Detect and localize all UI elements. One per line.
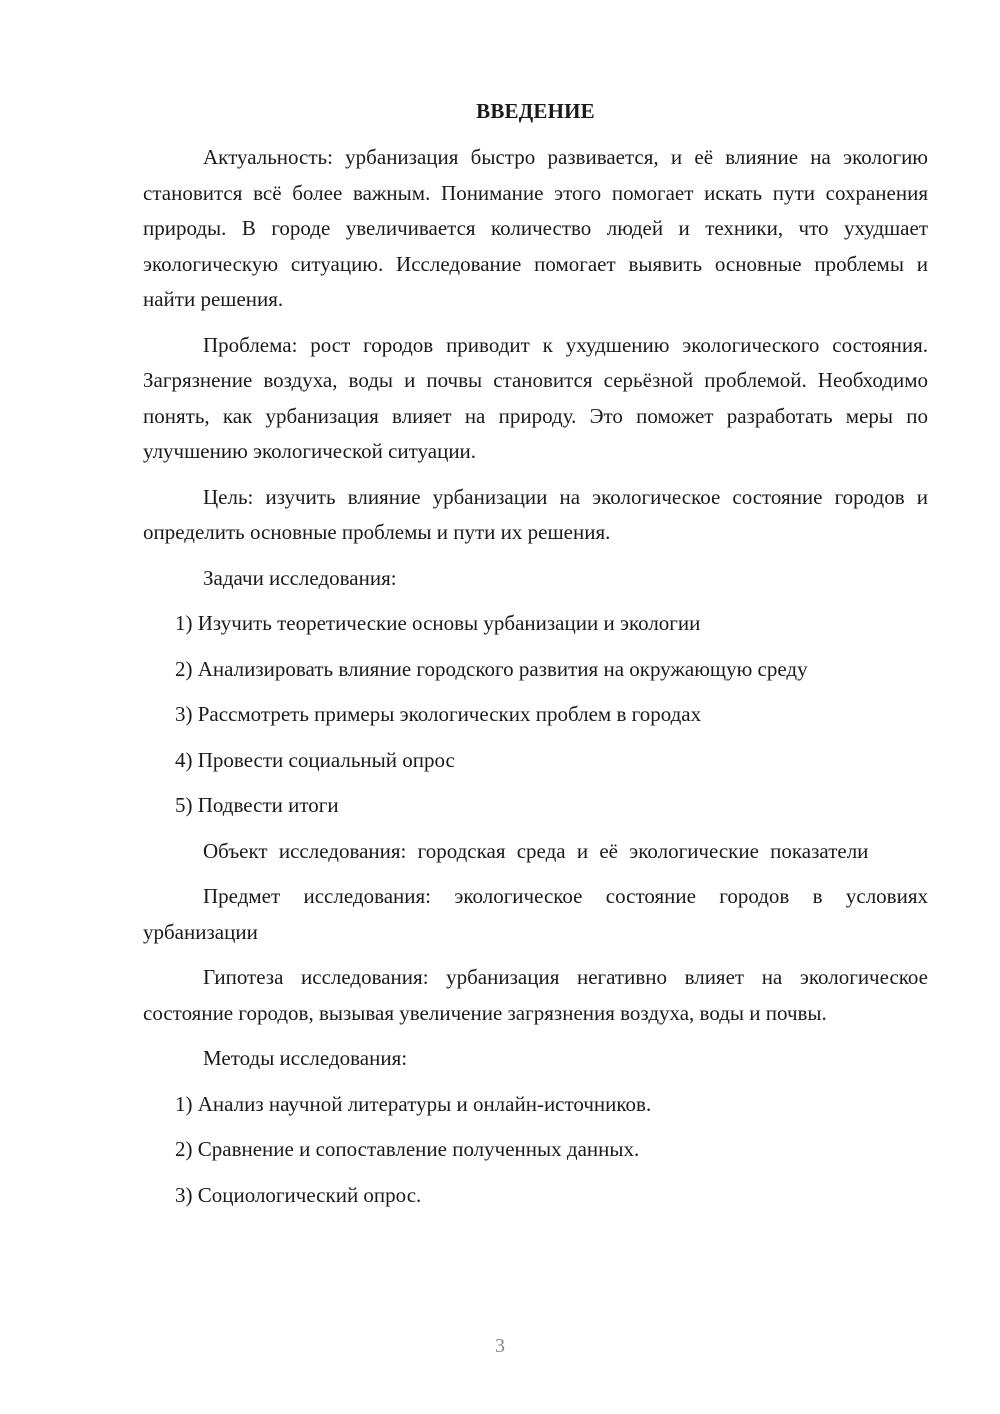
list-item: 2) Анализировать влияние городского развития на окружающую среду — [175, 656, 808, 681]
paragraph-object: Объект исследования: городская среда и её экологические показатели — [203, 838, 869, 863]
list-item: 1) Анализ научной литературы и онлайн-источников. — [175, 1091, 652, 1116]
methods-list — [143, 1087, 928, 1214]
list-item: 5) Подвести итоги — [175, 793, 339, 817]
list-item: 2) Сравнение и сопоставление полученных данных. — [175, 1137, 640, 1161]
tasks-heading: Задачи исследования: — [203, 565, 397, 590]
paragraph-problem: Проблема: рост городов приводит к ухудшению экологического состояния. Загрязнение воздуха, воды и почвы становится серьёзной проблемой. Необходимо понять, как урбанизация влияет на природу. Это поможет разработать меры по улучшению экологической ситуации. — [143, 332, 928, 463]
methods-heading: Методы исследования: — [203, 1046, 408, 1070]
paragraph-subject: Предмет исследования: экологическое состояние городов в условиях урбанизации — [143, 884, 928, 944]
paragraph-goal: Цель: изучить влияние урбанизации на экологическое состояние городов и определить основные проблемы и пути их решения. — [143, 484, 928, 544]
list-item: 3) Социологический опрос. — [175, 1182, 422, 1207]
paragraph-hypothesis: Гипотеза исследования: урбанизация негативно влияет на экологическое состояние городов, вызывая увеличение загрязнения воздуха, воды и почвы. — [143, 965, 928, 1025]
paragraph-relevance: Актуальность: урбанизация быстро развивается, и её влияние на экологию становится всё более важным. Понимание этого помогает искать пути сохранения природы. В городе увеличивается количество людей и техники, что ухудшает экологическую ситуацию. Исследование помогает выявить основные проблемы и найти решения. — [143, 145, 928, 311]
page-title: ВВЕДЕНИЕ — [476, 99, 595, 123]
list-item: 4) Провести социальный опрос — [175, 747, 455, 772]
list-item: 1) Изучить теоретические основы урбанизации и экологии — [175, 611, 701, 635]
document-page — [143, 96, 928, 1213]
page-number: 3 — [495, 1335, 505, 1357]
list-item: 3) Рассмотреть примеры экологических проблем в городах — [175, 702, 702, 726]
tasks-list — [143, 606, 928, 824]
